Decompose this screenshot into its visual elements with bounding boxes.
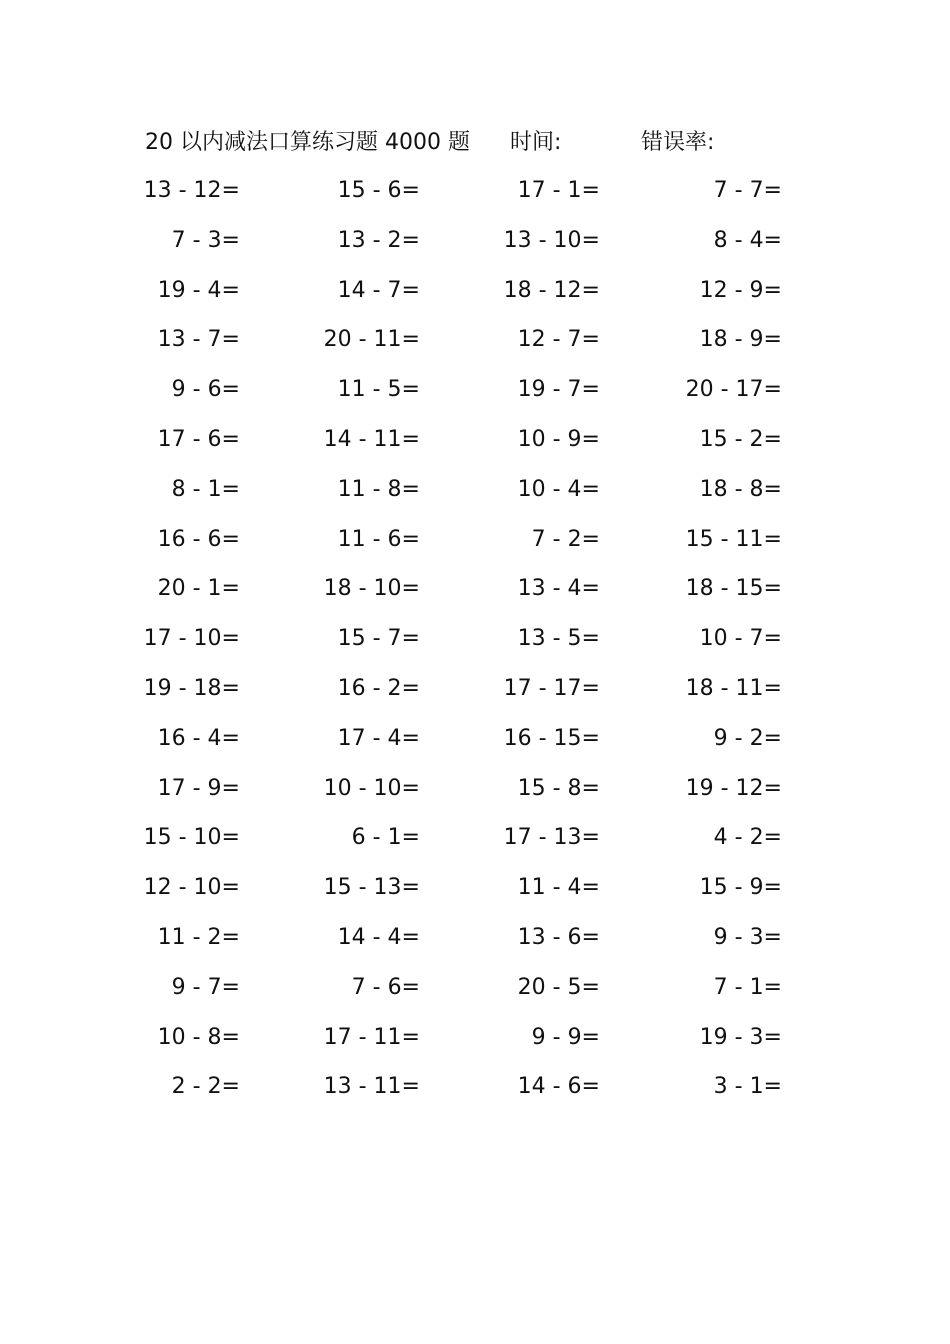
subtraction-problem: 18 - 9= — [699, 327, 782, 353]
subtraction-problem: 2 - 2= — [171, 1074, 240, 1100]
subtraction-problem: 6 - 1= — [351, 825, 420, 851]
subtraction-problem: 8 - 1= — [171, 476, 240, 502]
subtraction-problem: 15 - 11= — [685, 526, 782, 552]
subtraction-problem: 14 - 7= — [337, 277, 420, 303]
subtraction-problem: 11 - 2= — [157, 924, 240, 950]
subtraction-problem: 8 - 4= — [713, 227, 782, 253]
problem-row — [0, 772, 950, 822]
subtraction-problem: 13 - 7= — [157, 327, 240, 353]
subtraction-problem: 9 - 7= — [171, 974, 240, 1000]
subtraction-problem: 11 - 5= — [337, 377, 420, 403]
subtraction-problem: 17 - 9= — [157, 775, 240, 801]
problem-row — [0, 224, 950, 274]
subtraction-problem: 9 - 2= — [713, 725, 782, 751]
problem-row — [0, 921, 950, 971]
subtraction-problem: 4 - 2= — [713, 825, 782, 851]
subtraction-problem: 17 - 1= — [517, 178, 600, 203]
subtraction-problem: 19 - 12= — [685, 775, 782, 801]
subtraction-problem: 18 - 10= — [323, 576, 420, 602]
subtraction-problem: 13 - 6= — [517, 924, 600, 950]
problem-row — [0, 572, 950, 622]
subtraction-problem: 20 - 5= — [517, 974, 600, 1000]
subtraction-problem: 9 - 6= — [171, 377, 240, 403]
subtraction-problem: 18 - 12= — [503, 277, 600, 303]
subtraction-problem: 20 - 1= — [157, 576, 240, 602]
problem-row — [0, 373, 950, 423]
subtraction-problem: 12 - 7= — [517, 327, 600, 353]
subtraction-problem: 14 - 11= — [323, 426, 420, 452]
problem-row — [0, 871, 950, 921]
subtraction-problem: 18 - 11= — [685, 675, 782, 701]
subtraction-problem: 18 - 15= — [685, 576, 782, 602]
problem-row — [0, 174, 950, 224]
subtraction-problem: 7 - 2= — [531, 526, 600, 552]
subtraction-problem: 15 - 10= — [143, 825, 240, 851]
subtraction-problem: 14 - 6= — [517, 1074, 600, 1100]
problem-row — [0, 672, 950, 722]
time-label: 时间: — [510, 130, 562, 155]
problem-row — [0, 523, 950, 573]
subtraction-problem: 11 - 4= — [517, 875, 600, 901]
subtraction-problem: 10 - 10= — [323, 775, 420, 801]
problem-row — [0, 971, 950, 1021]
subtraction-problem: 19 - 7= — [517, 377, 600, 403]
problem-row — [0, 1070, 950, 1120]
subtraction-problem: 18 - 8= — [699, 476, 782, 502]
subtraction-problem: 15 - 13= — [323, 875, 420, 901]
subtraction-problem: 10 - 8= — [157, 1024, 240, 1050]
subtraction-problem: 7 - 3= — [171, 227, 240, 253]
subtraction-problem: 17 - 13= — [503, 825, 600, 851]
subtraction-problem: 15 - 6= — [337, 178, 420, 203]
worksheet-header — [0, 126, 950, 160]
subtraction-problem: 17 - 10= — [143, 626, 240, 652]
problem-row — [0, 473, 950, 523]
problem-row — [0, 1021, 950, 1071]
worksheet-title: 20 以内减法口算练习题 4000 题 — [145, 130, 470, 155]
subtraction-problem: 14 - 4= — [337, 924, 420, 950]
subtraction-problem: 12 - 9= — [699, 277, 782, 303]
subtraction-problem: 7 - 7= — [713, 178, 782, 203]
subtraction-problem: 20 - 17= — [685, 377, 782, 403]
subtraction-problem: 10 - 4= — [517, 476, 600, 502]
subtraction-problem: 16 - 2= — [337, 675, 420, 701]
problem-row — [0, 722, 950, 772]
subtraction-problem: 17 - 4= — [337, 725, 420, 751]
subtraction-problem: 13 - 10= — [503, 227, 600, 253]
subtraction-problem: 13 - 12= — [143, 178, 240, 203]
subtraction-problem: 19 - 4= — [157, 277, 240, 303]
subtraction-problem: 7 - 6= — [351, 974, 420, 1000]
subtraction-problem: 13 - 4= — [517, 576, 600, 602]
subtraction-problem: 10 - 9= — [517, 426, 600, 452]
subtraction-problem: 11 - 8= — [337, 476, 420, 502]
subtraction-problem: 19 - 3= — [699, 1024, 782, 1050]
subtraction-problem: 13 - 5= — [517, 626, 600, 652]
subtraction-problem: 19 - 18= — [143, 675, 240, 701]
problem-grid — [0, 174, 950, 1120]
subtraction-problem: 15 - 7= — [337, 626, 420, 652]
subtraction-problem: 9 - 3= — [713, 924, 782, 950]
subtraction-problem: 17 - 17= — [503, 675, 600, 701]
subtraction-problem: 3 - 1= — [713, 1074, 782, 1100]
subtraction-problem: 12 - 10= — [143, 875, 240, 901]
problem-row — [0, 622, 950, 672]
subtraction-problem: 15 - 9= — [699, 875, 782, 901]
subtraction-problem: 17 - 6= — [157, 426, 240, 452]
subtraction-problem: 10 - 7= — [699, 626, 782, 652]
subtraction-problem: 7 - 1= — [713, 974, 782, 1000]
subtraction-problem: 13 - 11= — [323, 1074, 420, 1100]
problem-row — [0, 423, 950, 473]
subtraction-problem: 17 - 11= — [323, 1024, 420, 1050]
subtraction-problem: 15 - 2= — [699, 426, 782, 452]
subtraction-problem: 9 - 9= — [531, 1024, 600, 1050]
subtraction-problem: 11 - 6= — [337, 526, 420, 552]
problem-row — [0, 821, 950, 871]
subtraction-problem: 15 - 8= — [517, 775, 600, 801]
subtraction-problem: 16 - 15= — [503, 725, 600, 751]
subtraction-problem: 16 - 6= — [157, 526, 240, 552]
subtraction-problem: 13 - 2= — [337, 227, 420, 253]
error-rate-label: 错误率: — [641, 130, 715, 155]
subtraction-problem: 20 - 11= — [323, 327, 420, 353]
subtraction-problem: 16 - 4= — [157, 725, 240, 751]
problem-row — [0, 274, 950, 324]
problem-row — [0, 323, 950, 373]
